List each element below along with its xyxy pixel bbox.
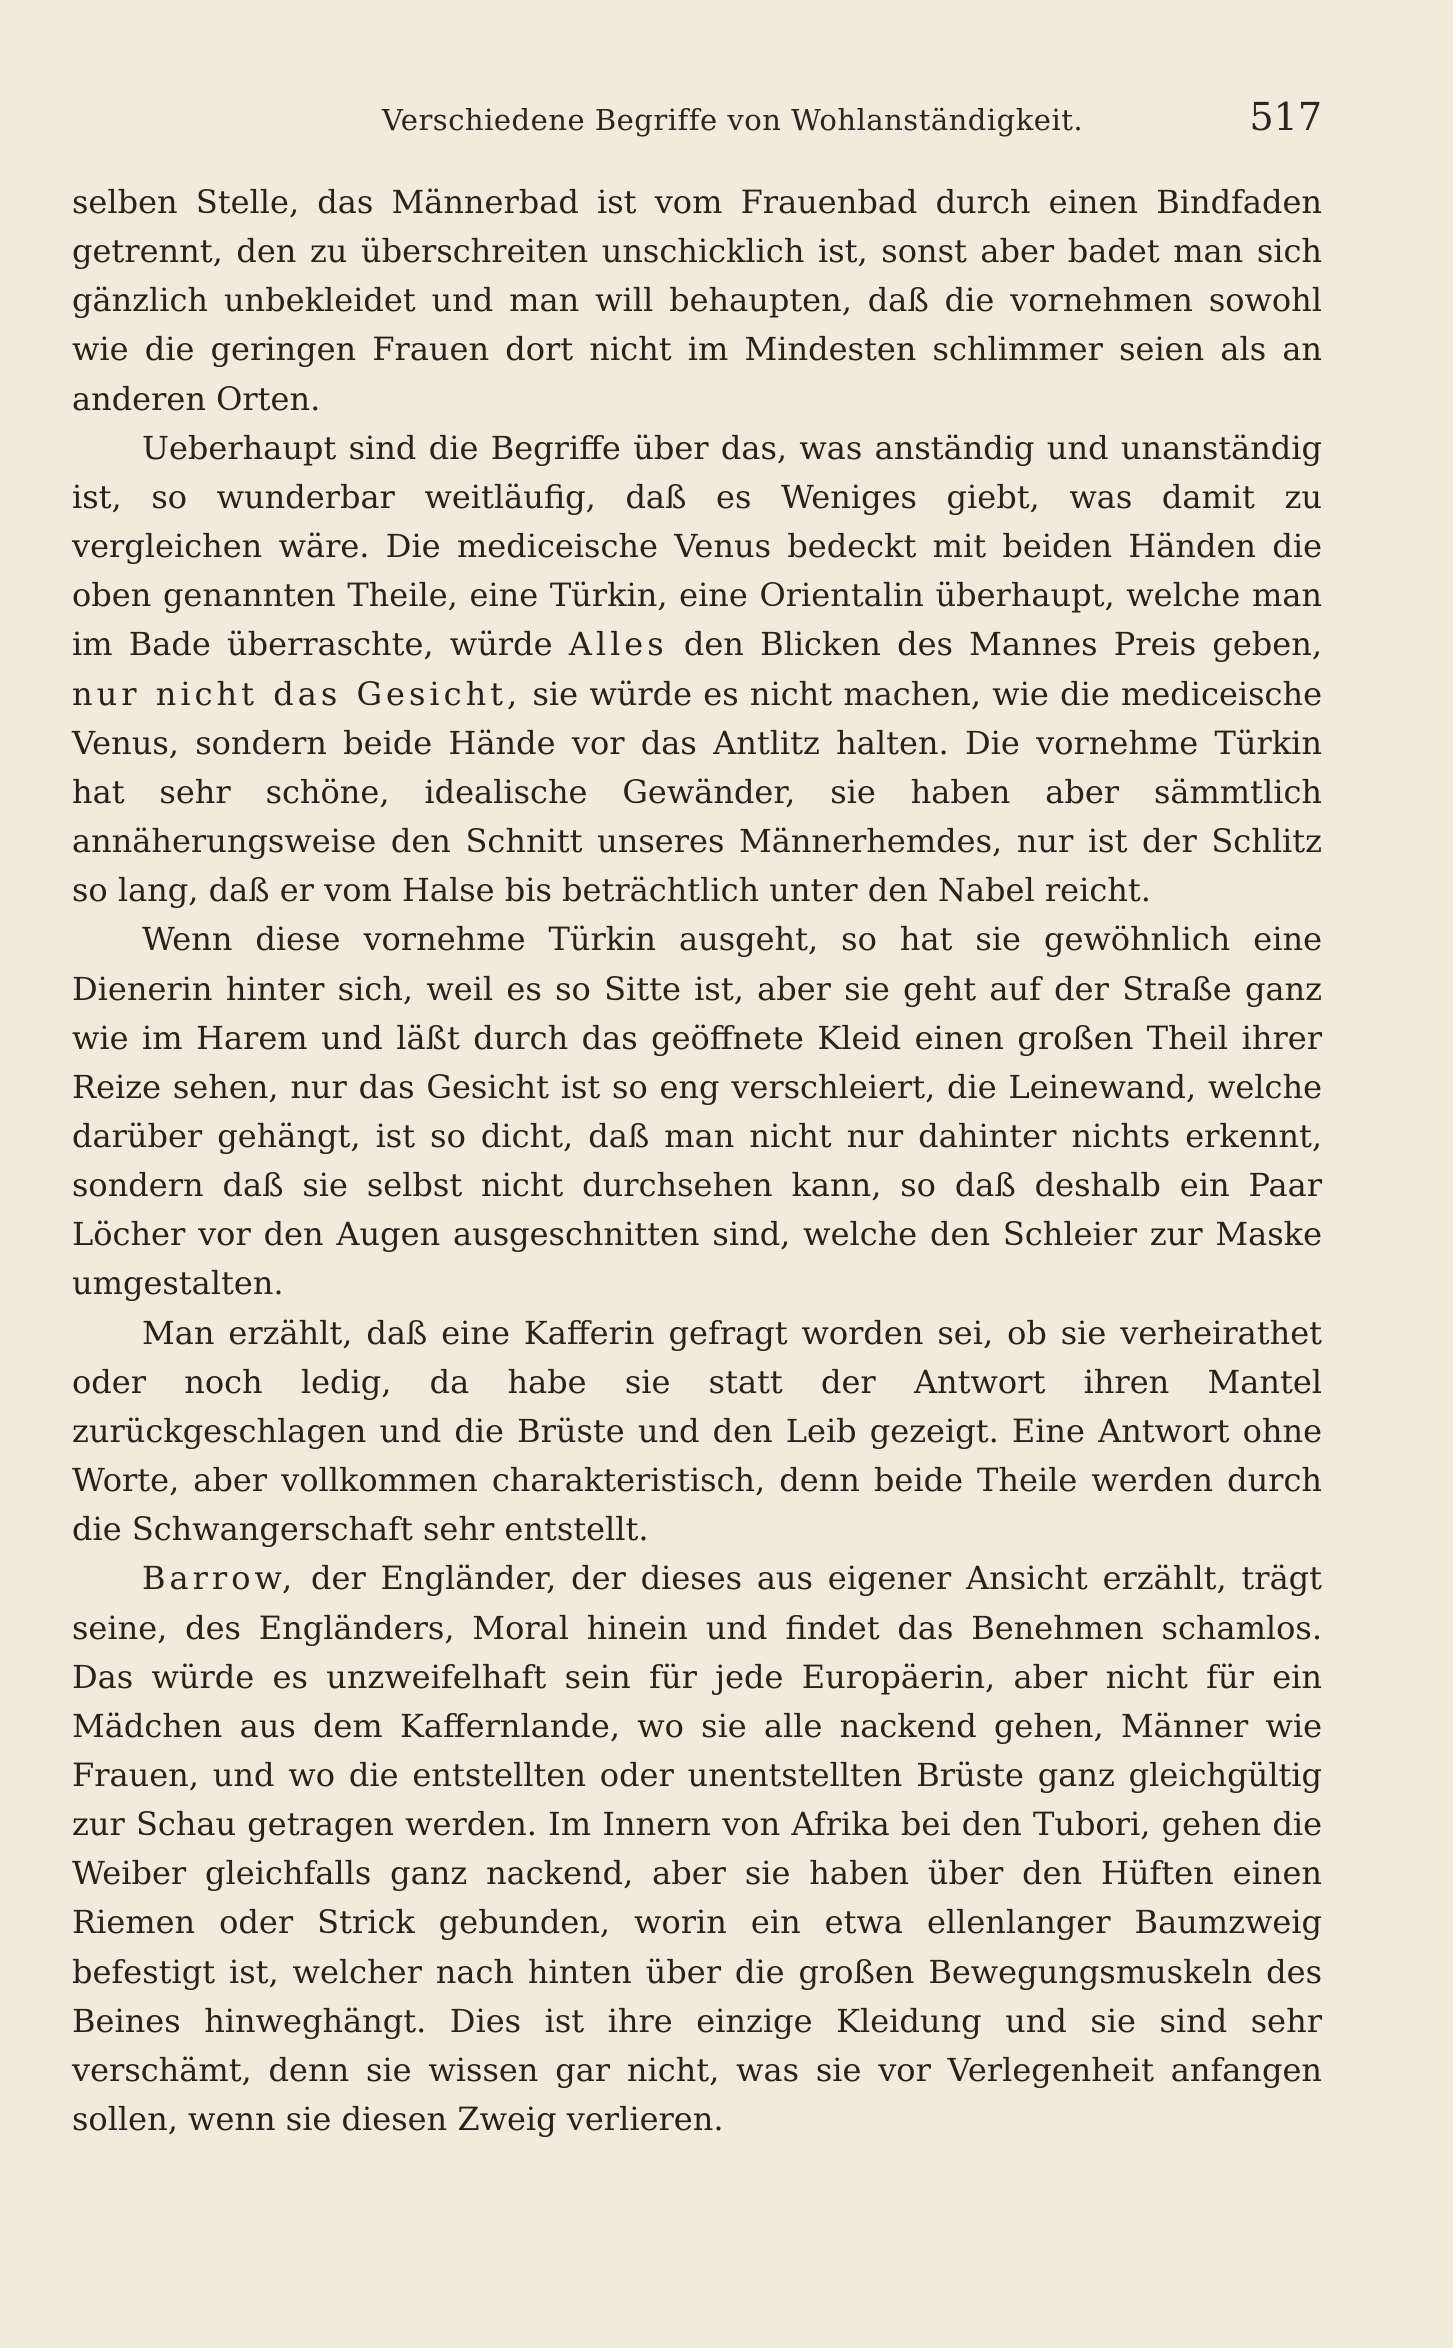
emphasis-alles: Alles — [568, 625, 668, 664]
paragraph-4-text: Man erzählt, daß eine Kafferin gefragt worden sei, ob sie verheirathet oder noch ledig, da habe sie statt der Antwort ihren Mantel zurückgeschlagen und die Brüste und den Leib gezeigt. Eine Antwort ohne Worte, aber vollkommen charakteristisch, denn beide Theile werden durch die Schwangerschaft sehr entstellt. — [72, 1313, 1322, 1549]
paragraph-4 — [72, 1309, 1322, 1555]
paragraph-1-text: selben Stelle, das Männerbad ist vom Frauenbad durch einen Bindfaden getrennt, den zu überschreiten unschicklich ist, sonst aber badet man sich gänzlich unbekleidet und man will behaupten, daß die vornehmen sowohl wie die geringen Frauen dort nicht im Mindesten schlimmer seien als an anderen Orten. — [72, 183, 1322, 418]
emphasis-gesicht: nur nicht das Gesicht, — [72, 674, 522, 713]
body-text — [72, 178, 1322, 2144]
emphasis-barrow: Barrow, — [142, 1559, 297, 1598]
paragraph-2 — [72, 424, 1322, 916]
paragraph-2-text-after: sie würde es nicht machen, wie die mediceische Venus, sondern beide Hände vor das Antlitz halten. Die vornehme Türkin hat sehr schöne, idealische Gewänder, sie haben aber sämmtlich annäherungsweise den Schnitt unseres Männerhemdes, nur ist der Schlitz so lang, daß er vom Halse bis beträchtlich unter den Nabel reicht. — [72, 674, 1323, 910]
paragraph-3-text: Wenn diese vornehme Türkin ausgeht, so hat sie gewöhnlich eine Dienerin hinter sich, weil es so Sitte ist, aber sie geht auf der Straße ganz wie im Harem und läßt durch das geöffnete Kleid einen großen Theil ihrer Reize sehen, nur das Gesicht ist so eng verschleiert, die Leinewand, welche darüber gehängt, ist so dicht, daß man nicht nur dahinter nichts erkennt, sondern daß sie selbst nicht durchsehen kann, so daß deshalb ein Paar Löcher vor den Augen ausgeschnitten sind, welche den Schleier zur Maske umgestalten. — [72, 920, 1322, 1303]
running-title: Verschiedene Begriffe von Wohlanständigkeit. — [382, 103, 1084, 137]
paragraph-2-text-middle: den Blicken des Mannes Preis geben, — [667, 625, 1323, 664]
paragraph-5-text: der Engländer, der dieses aus eigener Ansicht erzählt, trägt seine, des Engländers, Moral hinein und findet das Benehmen schamlos. Das würde es unzweifelhaft sein für jede Europäerin, aber nicht für ein Mädchen aus dem Kaffernlande, wo sie alle nackend gehen, Männer wie Frauen, und wo die entstellten oder unentstellten Brüste ganz gleichgültig zur Schau getragen werden. Im Innern von Afrika bei den Tubori, gehen die Weiber gleichfalls ganz nackend, aber sie haben über den Hüften einen Riemen oder Strick gebunden, worin ein etwa ellenlanger Baumzweig befestigt ist, welcher nach hinten über die großen Bewegungsmuskeln des Beines hinweghängt. Dies ist ihre einzige Kleidung und sie sind sehr verschämt, denn sie wissen gar nicht, was sie vor Verlegenheit anfangen sollen, wenn sie diesen Zweig verlieren. — [72, 1559, 1322, 2139]
paragraph-2-text-before: Ueberhaupt sind die Begriffe über das, was anständig und unanständig ist, so wunderbar weitläufig, daß es Weniges giebt, was damit zu vergleichen wäre. Die mediceische Venus bedeckt mit beiden Händen die oben genannten Theile, eine Türkin, eine Orientalin überhaupt, welche man im Bade überraschte, würde — [72, 428, 1322, 664]
page-number: 517 — [1249, 95, 1322, 139]
running-head — [72, 95, 1322, 145]
paragraph-1 — [72, 178, 1322, 424]
paragraph-5 — [72, 1554, 1322, 2144]
paragraph-3 — [72, 915, 1322, 1308]
